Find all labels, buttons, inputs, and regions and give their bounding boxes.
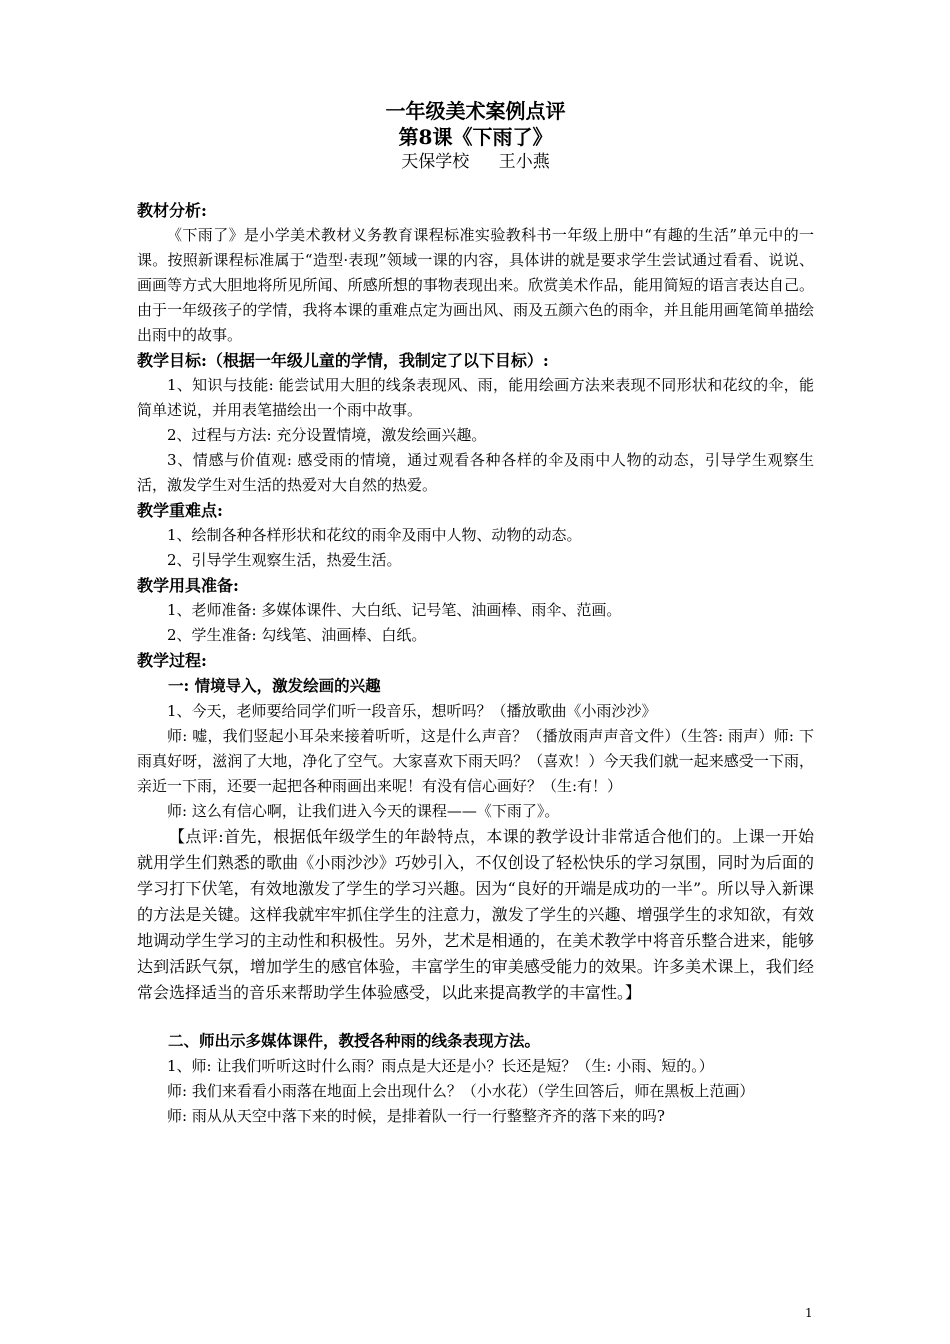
key-point-item: 2、引导学生观察生活，热爱生活。 xyxy=(167,551,402,569)
paragraph: 师: 雨从从天空中落下来的时候，是排着队一行一行整整齐齐的落下来的吗? xyxy=(167,1107,665,1125)
author-line xyxy=(137,150,814,174)
paragraph: 1、今天，老师要给同学们听一段音乐，想听吗？（播放歌曲《小雨沙沙》 xyxy=(167,702,657,720)
key-point-item: 1、绘制各种各样形状和花纹的雨伞及雨中人物、动物的动态。 xyxy=(167,526,582,544)
step-title: 二、师出示多媒体课件，教授各种雨的线条表现方法。 xyxy=(168,1031,541,1050)
paragraph: 师: 这么有信心啊，让我们进入今天的课程——《下雨了》。 xyxy=(167,802,560,820)
document-page xyxy=(137,98,814,1129)
author-name: 王小燕 xyxy=(498,152,550,172)
lesson-title: 第8课《下雨了》 xyxy=(398,125,553,149)
school-name: 天保学校 xyxy=(401,152,470,172)
paragraph-analysis: 《下雨了》是小学美术教材义务教育课程标准实验教科书一年级上册中“有趣的生活”单元中的一课。按照新课程标准属于“造型·表现”领域一课的内容，具体讲的就是要求学生尝试通过看看、说说、画画等方式大胆地将所见所闻、所感所想的事物表现出来。欣赏美术作品，能用简短的语言表达自己。由于一年级孩子的学情，我将本课的重难点定为画出风、雨及五颜六色的雨伞，并且能用画笔简单描绘出雨中的故事。 xyxy=(137,226,814,344)
section-heading-goals: 教学目标:（根据一年级儿童的学情，我制定了以下目标）: xyxy=(137,351,549,370)
step-title: 一: 情境导入，激发绘画的兴趣 xyxy=(168,676,381,695)
comment-paragraph: 【点评:首先，根据低年级学生的年龄特点，本课的教学设计非常适合他们的。上课一开始就用学生们熟悉的歌曲《小雨沙沙》巧妙引入，不仅创设了轻松快乐的学习氛围，同时为后面的学习打下伏笔，有效地激发了学生的学习兴趣。因为“良好的开端是成功的一半”。所以导入新课的方法是关键。这样我就牢牢抓住学生的注意力，激发了学生的兴趣、增强学生的求知欲，有效地调动学生学习的主动性和积极性。另外，艺术是相通的，在美术教学中将音乐整合进来，能够达到活跃气氛，增加学生的感官体验，丰富学生的审美感受能力的效果。许多美术课上，我们经常会选择适当的音乐来帮助学生体验感受，以此来提高教学的丰富性。】 xyxy=(137,827,814,1002)
spacer xyxy=(137,1006,814,1028)
paragraph: 师: 我们来看看小雨落在地面上会出现什么？（小水花）（学生回答后，师在黑板上范画） xyxy=(167,1082,755,1100)
tool-item: 2、学生准备: 勾线笔、油画棒、白纸。 xyxy=(167,626,427,644)
tool-item: 1、老师准备: 多媒体课件、大白纸、记号笔、油画棒、雨伞、范画。 xyxy=(167,601,622,619)
goal-item: 1、知识与技能: 能尝试用大胆的线条表现风、雨，能用绘画方法来表现不同形状和花纹的伞，能简单述说，并用表笔描绘出一个雨中故事。 xyxy=(137,376,814,419)
section-heading-analysis: 教材分析: xyxy=(137,201,207,220)
section-heading-tools: 教学用具准备: xyxy=(137,576,239,595)
paragraph: 1、师: 让我们听听这时什么雨？雨点是大还是小？长还是短？（生: 小雨、短的。） xyxy=(167,1057,714,1075)
paragraph: 师: 嘘，我们竖起小耳朵来接着听听，这是什么声音？（播放雨声声音文件）（生答: 雨声）师: 下雨真好呀，滋润了大地，净化了空气。大家喜欢下雨天吗？（喜欢！）今天我们就一起来感受一下雨，亲近一下雨，还要一起把各种雨画出来呢！有没有信心画好？（生:有！） xyxy=(137,727,814,795)
goal-item: 2、过程与方法: 充分设置情境，激发绘画兴趣。 xyxy=(167,426,487,444)
page-number: 1 xyxy=(805,1306,813,1320)
section-heading-process: 教学过程: xyxy=(137,651,207,670)
section-heading-key-points: 教学重难点: xyxy=(137,501,223,520)
goal-item: 3、情感与价值观: 感受雨的情境，通过观看各种各样的伞及雨中人物的动态，引导学生观察生活，激发学生对生活的热爱对大自然的热爱。 xyxy=(137,451,814,494)
document-title: 一年级美术案例点评 xyxy=(385,99,566,123)
